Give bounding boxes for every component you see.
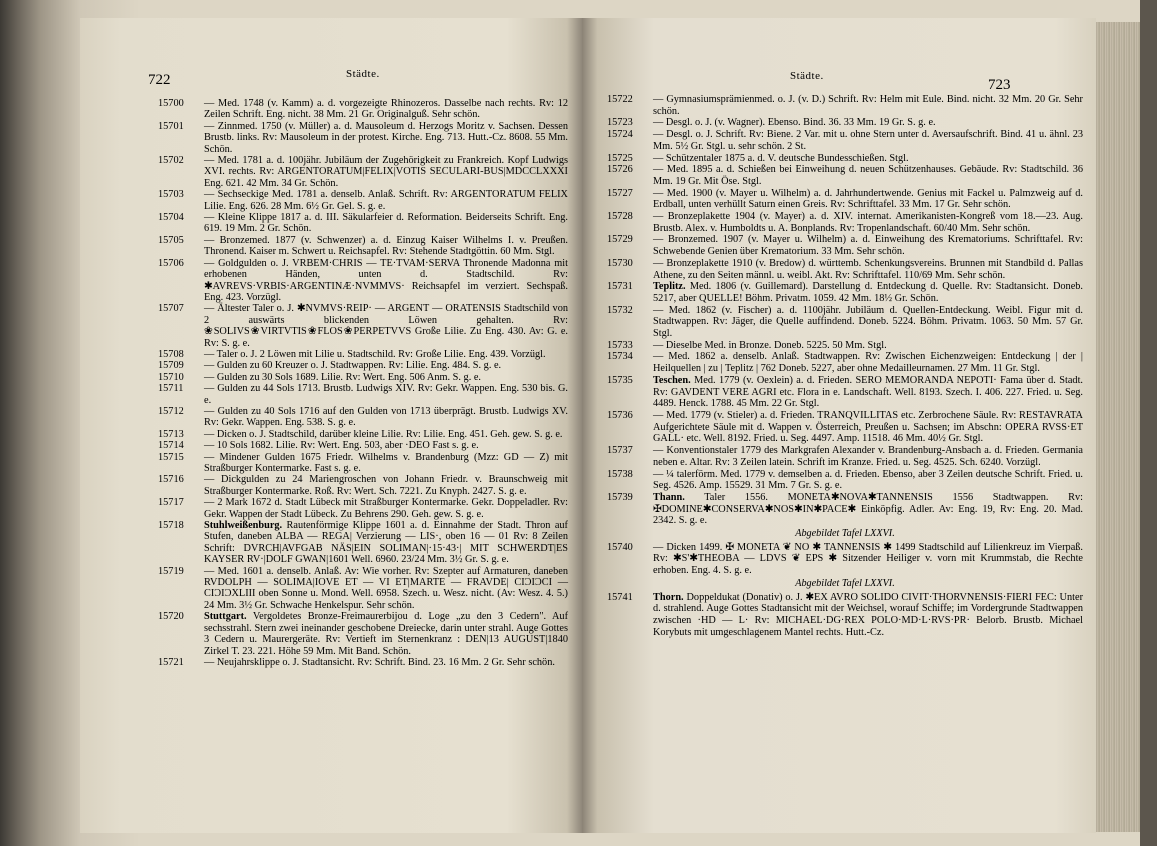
lot-description-wrapper [653, 592, 1083, 639]
lot-description-wrapper [653, 234, 1083, 257]
catalog-entry [158, 452, 568, 475]
lot-number: 15718 [158, 520, 184, 532]
catalog-entry [158, 155, 568, 189]
lot-description: — Med. 1862 a. denselb. Anlaß. Stadtwappen. Rv: Zwischen Eichenzweigen: Entdeckung | der | Heilquellen | zu | Teplitz | 762 Doneb. 5227, aber ohne Medailleurnamen. 27 Mm. 11 Gr. Stgl. [653, 351, 1083, 375]
lot-number: 15722 [607, 94, 633, 105]
lot-number: 15727 [607, 187, 633, 199]
lot-description: — Dieselbe Med. in Bronze. Doneb. 5225. 50 Mm. Stgl. [653, 339, 887, 351]
lot-description: — Dicken o. J. Stadtschild, darüber kleine Lilie. Rv: Lilie. Eng. 451. Geh. gew. S. g. e. [204, 428, 563, 440]
lot-number: 15725 [607, 152, 633, 164]
catalog-entry [158, 383, 568, 406]
lot-description-wrapper [204, 657, 568, 668]
catalog-entry [158, 440, 568, 451]
right-running-head: Städte. [790, 70, 824, 82]
lot-description-wrapper [204, 98, 568, 121]
lot-number: 15733 [607, 339, 633, 351]
catalog-entry [607, 211, 1083, 234]
lot-description: — Med. 1748 (v. Kamm) a. d. vorgezeigte Rhinozeros. Dasselbe nach rechts. Rv: 12 Zeilen Schrift. Eng. nicht. 38 Mm. 21 Gr. Originalguß. Sehr schön. [204, 98, 568, 121]
lot-number: 15738 [607, 468, 633, 480]
lot-description-wrapper [204, 189, 568, 212]
lot-number: 15734 [607, 351, 633, 363]
lot-description: — Gulden zu 40 Sols 1716 auf den Gulden von 1713 überprägt. Brustb. Ludwigs XV. Rv: Gekr. Wappen. Eng. 538. S. g. e. [204, 405, 568, 429]
catalog-entry [158, 360, 568, 371]
lot-description-wrapper [653, 153, 1083, 165]
catalog-entry [158, 303, 568, 349]
lot-description-wrapper [653, 305, 1083, 340]
lot-description-wrapper [204, 303, 568, 349]
lot-description: — Med. 1601 a. denselb. Anlaß. Av: Wie vorher. Rv: Szepter auf Armaturen, daneben RVDOLPH — SOLIMA|IOVE ET — VI ET|MARTE — FRAVDE| CIƆIƆCI — CIƆIƆXLIII oben Sonne u. Mond. Well. 6958. Szech. u. Wesz. nicht. (Av: Wesz. 4. 5.) 24 Mm. 3½ Gr. Schwache Henkelspur. Sehr schön. [204, 565, 568, 611]
lot-number: 15704 [158, 212, 184, 224]
catalog-entry [158, 372, 568, 383]
right-entries [607, 94, 1083, 638]
lot-number: 15707 [158, 303, 184, 315]
lot-description: Med. 1806 (v. Guillemard). Darstellung d. Entdeckung d. Quelle. Rv: Stadtansicht. Doneb. 5217, aber QUELLE! Böhm. Privatm. 1059. 42 Mm. 18½ Gr. Schön. [653, 281, 1083, 304]
lot-description-wrapper [653, 94, 1083, 117]
lot-number: 15719 [158, 565, 184, 577]
lot-number: 15728 [607, 211, 633, 223]
lot-description-wrapper [204, 235, 568, 258]
place-heading: Teschen. [653, 374, 691, 386]
lot-description: — Schützentaler 1875 a. d. V. deutsche Bundesschießen. Stgl. [653, 152, 909, 164]
lot-description-wrapper [204, 440, 568, 451]
lot-description: — Med. 1900 (v. Mayer u. Wilhelm) a. d. Jahrhundertwende. Genius mit Fackel u. Palmzweig auf d. Erdball, unten verhüllt Saturn einen Greis. Rv: Schrifttafel. 33 Mm. 17 Gr. Sehr schön. [653, 187, 1083, 211]
lot-number: 15726 [607, 164, 633, 176]
lot-description-wrapper [204, 497, 568, 520]
lot-description-wrapper [204, 611, 568, 657]
catalog-entry [607, 445, 1083, 468]
lot-number: 15716 [158, 474, 184, 486]
lot-description-wrapper [653, 117, 1083, 129]
lot-description: — Desgl. o. J. (v. Wagner). Ebenso. Bind. 36. 33 Mm. 19 Gr. S. g. e. [653, 117, 936, 129]
lot-description: — Bronzeplakette 1910 (v. Bredow) d. württemb. Schenkungsvereins. Brunnen mit Standbild d. Pallas Athene, zu den Seiten männl. u. weibl. Akt. Rv: Schrifttafel. 110/69 Mm. Sehr schön. [653, 257, 1083, 281]
right-page-number: 723 [988, 77, 1011, 93]
catalog-entry [607, 410, 1083, 445]
lot-number: 15712 [158, 405, 184, 417]
lot-number: 15736 [607, 409, 633, 421]
lot-description: Rautenförmige Klippe 1601 a. d. Einnahme der Stadt. Thron auf Stufen, daneben ALBA — REGA| Verzierung — LIS·, oben 16 — 01 Rv: 8 Zeilen Schrift: DVRCH|AVFGAB NÄS|EIN SOLIMAN|·15·43·| MIT SCHWERDT|ES KAYSER RV·|DOLF GWAN|1601 Well. 6960. 23/24 Mm. 3½ Gr. S. g. e. [204, 520, 568, 566]
lot-description-wrapper [653, 351, 1083, 374]
lot-description: — 2 Mark 1672 d. Stadt Lübeck mit Straßburger Kontermarke. Gekr. Doppeladler. Rv: Gekr. Wappen der Stadt Lübeck. Zu Behrens 290. Geh. gew. S. g. e. [204, 497, 568, 520]
place-heading: Thorn. [653, 591, 684, 603]
catalog-entry [158, 474, 568, 497]
lot-description-wrapper [653, 410, 1083, 445]
left-running-head: Städte. [346, 68, 380, 80]
lot-number: 15729 [607, 234, 633, 246]
catalog-entry [158, 98, 568, 121]
lot-description: — Goldgulden o. J. VRBEM·CHRIS — TE·TVAM·SERVA Thronende Madonna mit erhobenen Händen, unten d. Stadtschild. Rv: ✱AVREVS·VRBIS·ARGENTINÆ·NVMMVS· Reichsapfel im verziert. Sechspaß. Eng. 423. Vorzügl. [204, 257, 568, 303]
lot-description: Med. 1779 (v. Oexlein) a. d. Frieden. SERO MEMORANDA NEPOTI· Fama über d. Stadt. Rv: GAVDENT VERE AGRI etc. Flora in e. Landschaft. Well. 8193. Szech. I. 406. 227. Fried. u. Seg. 4489. Henck. 1788. 45 Mm. 22 Gr. Stgl. [653, 374, 1084, 410]
catalog-entry [607, 188, 1083, 211]
lot-description: — Bronzemed. 1877 (v. Schwenzer) a. d. Einzug Kaiser Wilhelms I. v. Preußen. Thronend. Kaiser m. Schwert u. Reichsapfel. Rv: Stehende Stadtgöttin. 60 Mm. Stgl. [204, 234, 568, 258]
lot-description: — Ältester Taler o. J. ✱NVMVS·REIP· — ARGENT — ORATENSIS Stadtschild von 2 auswärts blickenden Löwen gehalten. Rv: ❀SOLIVS❀VIRTVTIS❀FLOS❀PERPETVVS Große Lilie. Zu Eng. 430. Av: G. e. Rv: S. g. e. [204, 303, 568, 349]
lot-description-wrapper [204, 520, 568, 566]
lot-description: — Med. 1781 a. d. 100jähr. Jubiläum der Zugehörigkeit zu Frankreich. Kopf Ludwigs XVI. rechts. Rv: ARGENTORATUM|FELIX|VOTIS SECULARI-BUS|MDCCLXXXI Eng. 621. 42 Mm. 34 Gr. Schön. [204, 155, 568, 189]
lot-description-wrapper [653, 129, 1083, 152]
catalog-entry [158, 406, 568, 429]
lot-description-wrapper [204, 406, 568, 429]
book-edge-shadow [1140, 0, 1157, 846]
catalog-entry [607, 340, 1083, 352]
lot-description: Vergoldetes Bronze-Freimaurerbijou d. Loge „zu den 3 Cedern". Auf sechsstrahl. Stern zwei ineinander geschobene Dreiecke, darin unter strahl. Auge Gottes 3 Cedern u. Maurergeräte. Rv: Vertieft im Sternenkranz : DEN|13 AUGUST|1840 Zirkel T. 23. 221. Höhe 59 Mm. Mit Band. Schön. [204, 611, 568, 657]
lot-description-wrapper [204, 452, 568, 475]
lot-description: — Gymnasiumsprämienmed. o. J. (v. D.) Schrift. Rv: Helm mit Eule. Bind. nicht. 32 Mm. 20 Gr. Sehr schön. [653, 94, 1083, 117]
lot-description: — Med. 1779 (v. Stieler) a. d. Frieden. TRANQVILLITAS etc. Zerbrochene Säule. Rv: RESTAVRATA Aufgerichtete Säule mit d. Wappen v. Österreich, Preußen u. Sachsen; im Abschn: OPERA RVSS·ET GALL· etc. Well. 8192. Fried. u. Seg. 4497. Amp. 11518. 46 Mm. 40½ Gr. Stgl. [653, 409, 1083, 445]
lot-description: — Neujahrsklippe o. J. Stadtansicht. Rv: Schrift. Bind. 23. 16 Mm. 2 Gr. Sehr schön. [204, 656, 555, 668]
plate-caption: Abgebildet Tafel LXXVI. [795, 528, 895, 540]
place-heading: Thann. [653, 491, 685, 503]
catalog-entry [607, 375, 1083, 410]
catalog-entry [607, 164, 1083, 187]
catalog-entry [607, 258, 1083, 281]
left-page-number: 722 [148, 72, 171, 88]
catalog-entry [158, 349, 568, 360]
lot-description-wrapper [653, 375, 1083, 410]
lot-description-wrapper [653, 469, 1083, 492]
lot-number: 15701 [158, 120, 184, 132]
catalog-entry [607, 117, 1083, 129]
lot-number: 15723 [607, 117, 633, 129]
lot-description: — Dicken 1499. ✠ MONETA ❦ NO ✱ TANNENSIS ✱ 1499 Stadtschild auf Lilienkreuz im Vierpaß. Rv: ✱S'✱THEOBA — LDVS ❦ EPS ✱ Sitzender Heiliger v. vorn mit Krummstab, die Rechte erhoben. Eng. 4. S. g. e. [653, 541, 1083, 577]
catalog-entry [158, 520, 568, 566]
lot-description: — Med. 1862 (v. Fischer) a. d. 1100jähr. Jubiläum d. Quellen-Entdeckung. Weibl. Figur mit d. Stadtwappen. Rv: Jäger, die Quelle auffindend. Doneb. 5224. Böhm. Privatm. 1063. 50 Mm. 57 Gr. Stgl. [653, 304, 1083, 340]
catalog-entry [607, 234, 1083, 257]
catalog-entry [158, 235, 568, 258]
lot-description-wrapper [653, 164, 1083, 187]
catalog-entry [158, 657, 568, 668]
lot-number: 15731 [607, 281, 633, 293]
lot-number: 15721 [158, 656, 184, 668]
lot-number: 15713 [158, 428, 184, 440]
lot-description: — Gulden zu 30 Sols 1689. Lilie. Rv: Wert. Eng. 506 Anm. S. g. e. [204, 371, 481, 383]
lot-description-wrapper [204, 258, 568, 304]
lot-number: 15714 [158, 440, 184, 452]
lot-description-wrapper [653, 258, 1083, 281]
lot-description: — Bronzemed. 1907 (v. Mayer u. Wilhelm) a. d. Einweihung des Krematoriums. Schrifttafel. Rv: Schwebende Genien über Krematorium. 33 Mm. Sehr schön. [653, 234, 1083, 258]
lot-number: 15732 [607, 304, 633, 316]
left-entries [158, 98, 568, 668]
catalog-entry [158, 121, 568, 155]
catalog-entry [607, 351, 1083, 374]
lot-description-wrapper [653, 211, 1083, 234]
lot-number: 15737 [607, 445, 633, 457]
lot-number: 15706 [158, 257, 184, 269]
lot-description: — Konventionstaler 1779 des Markgrafen Alexander v. Brandenburg-Ansbach a. d. Frieden. Germania neben e. Altar. Rv: 3 Zeilen latein. Schrift im Kranze. Fried. u. Seg. 4525. Sch. 6240. Vorzügl. [653, 445, 1083, 468]
lot-description-wrapper [653, 542, 1083, 577]
lot-description: — Kleine Klippe 1817 a. d. III. Säkularfeier d. Reformation. Beiderseits Schrift. Eng. 619. 19 Mm. 2 Gr. Schön. [204, 212, 568, 235]
lot-description: — Dickgulden zu 24 Mariengroschen von Johann Friedr. v. Braunschweig mit Straßburger Kontermarke. Roß. Rv: Wert. Sch. 7221. Zu Knyph. 2427. S. g. e. [204, 474, 568, 497]
lot-description: — Gulden zu 44 Sols 1713. Brustb. Ludwigs XIV. Rv: Gekr. Wappen. Eng. 530 bis. G. e. [204, 383, 568, 406]
catalog-entry [158, 189, 568, 212]
lot-number: 15711 [158, 383, 184, 395]
lot-description: Doppeldukat (Donativ) o. J. ✱EX AVRO SOLIDO CIVIT·THORVNENSIS·FIERI FEC: Unter d. strahlend. Auge Gottes Stadtansicht mit der Weichsel, worauf Schiffe; im Vordergrunde Stadtwappen zwischen ·HD — L· Rv: MICHAEL·DG·REX POLO·MD·L·RVS·PR· Belorb. Brustb. Michael Korybuts mit umgeschlagenem Mantel rechts. Hutt.-Cz. [653, 591, 1083, 638]
catalog-entry [607, 129, 1083, 152]
lot-number: 15735 [607, 374, 633, 386]
lot-description-wrapper [653, 445, 1083, 468]
lot-description-wrapper [204, 429, 568, 440]
lot-number: 15724 [607, 129, 633, 141]
lot-description-wrapper [204, 349, 568, 360]
lot-number: 15741 [607, 591, 633, 603]
lot-description: Taler 1556. MONETA✱NOVA✱TANNENSIS 1556 Stadtwappen. Rv: ✠DOMINE✱CONSERVA✱NOS✱IN✱PACE✱ Einköpfig. Adler. Av: Eng. 19, Rv: Eng. 20. Mad. 2342. S. g. e. [653, 491, 1083, 527]
place-heading: Stuttgart. [204, 611, 247, 623]
lot-number: 15730 [607, 257, 633, 269]
lot-number: 15740 [607, 541, 633, 553]
place-heading: Teplitz. [653, 281, 686, 293]
lot-description-wrapper [653, 492, 1083, 527]
lot-description: — 10 Sols 1682. Lilie. Rv: Wert. Eng. 503, aber ·DEO Fast s. g. e. [204, 440, 479, 452]
lot-description: — Taler o. J. 2 Löwen mit Lilie u. Stadtschild. Rv: Große Lilie. Eng. 439. Vorzügl. [204, 348, 546, 360]
lot-description: — Sechseckige Med. 1781 a. denselb. Anlaß. Schrift. Rv: ARGENTORATUM FELIX Lilie. Eng. 626. 28 Mm. 6½ Gr. Gel. S. g. e. [204, 189, 568, 212]
catalog-entry [158, 566, 568, 612]
lot-description-wrapper [204, 474, 568, 497]
lot-description-wrapper [204, 360, 568, 371]
lot-description-wrapper [204, 566, 568, 612]
lot-description: — Gulden zu 60 Kreuzer o. J. Stadtwappen. Rv: Lilie. Eng. 484. S. g. e. [204, 360, 502, 372]
place-heading: Stuhlweißenburg. [204, 520, 283, 532]
catalog-entry [158, 429, 568, 440]
lot-number: 15702 [158, 155, 184, 167]
catalog-entry [158, 212, 568, 235]
lot-description: — Med. 1895 a. d. Schießen bei Einweihung d. neuen Schützenhauses. Gebäude. Rv: Stadtschild. 36 Mm. 19 Gr. Mit Öse. Stgl. [653, 164, 1083, 187]
catalog-entry [158, 258, 568, 304]
lot-number: 15717 [158, 497, 184, 509]
catalog-entry [607, 542, 1083, 577]
lot-description-wrapper [204, 155, 568, 189]
lot-description: — Zinnmed. 1750 (v. Müller) a. d. Mausoleum d. Herzogs Moritz v. Sachsen. Dessen Brustb. links. Rv: Mausoleum in der protest. Kirche. Eng. 713. Hutt.-Cz. 8608. 55 Mm. Schön. [204, 120, 568, 155]
lot-description: — Bronzeplakette 1904 (v. Mayer) a. d. XIV. internat. Amerikanisten-Kongreß vom 18.—23. Aug. Brustb. Alex. v. Humboldts u. A. Bonplands. Rv: Tropenlandschaft. 60/40 Mm. Sehr schön. [653, 211, 1083, 234]
lot-description: — Mindener Gulden 1675 Friedr. Wilhelms v. Brandenburg (Mzz: GD — Z) mit Straßburger Kontermarke. Fast s. g. e. [204, 451, 568, 474]
lot-description-wrapper [653, 340, 1083, 352]
catalog-entry [607, 153, 1083, 165]
lot-description-wrapper [204, 383, 568, 406]
lot-number: 15739 [607, 491, 633, 503]
lot-description-wrapper [653, 281, 1083, 304]
lot-number: 15715 [158, 451, 184, 463]
lot-number: 15710 [158, 371, 184, 383]
catalog-entry [607, 305, 1083, 340]
catalog-entry [158, 497, 568, 520]
lot-description-wrapper [204, 212, 568, 235]
plate-caption: Abgebildet Tafel LXXVI. [795, 577, 895, 589]
lot-number: 15700 [158, 98, 184, 109]
catalog-entry [158, 611, 568, 657]
catalog-entry [607, 469, 1083, 492]
lot-number: 15703 [158, 189, 184, 201]
catalog-entry [607, 492, 1083, 527]
catalog-entry [607, 281, 1083, 304]
catalog-entry [607, 592, 1083, 639]
lot-description-wrapper [204, 121, 568, 155]
lot-description-wrapper [204, 372, 568, 383]
lot-number: 15705 [158, 234, 184, 246]
lot-description-wrapper [653, 188, 1083, 211]
lot-description: — ¼ talerförm. Med. 1779 v. demselben a. d. Frieden. Ebenso, aber 3 Zeilen deutsche Schrift. Fried. u. Seg. 4526. Amp. 15529. 31 Mm. 7 Gr. S. g. e. [653, 468, 1083, 492]
lot-number: 15720 [158, 611, 184, 623]
lot-description: — Desgl. o. J. Schrift. Rv: Biene. 2 Var. mit u. ohne Stern unter d. Aversaufschrift. Bind. 41 u. ähnl. 23 Mm. 5½ Gr. Stgl. u. sehr schön. 2 St. [653, 129, 1083, 152]
catalog-entry [607, 94, 1083, 117]
lot-number: 15708 [158, 348, 184, 360]
lot-number: 15709 [158, 360, 184, 372]
